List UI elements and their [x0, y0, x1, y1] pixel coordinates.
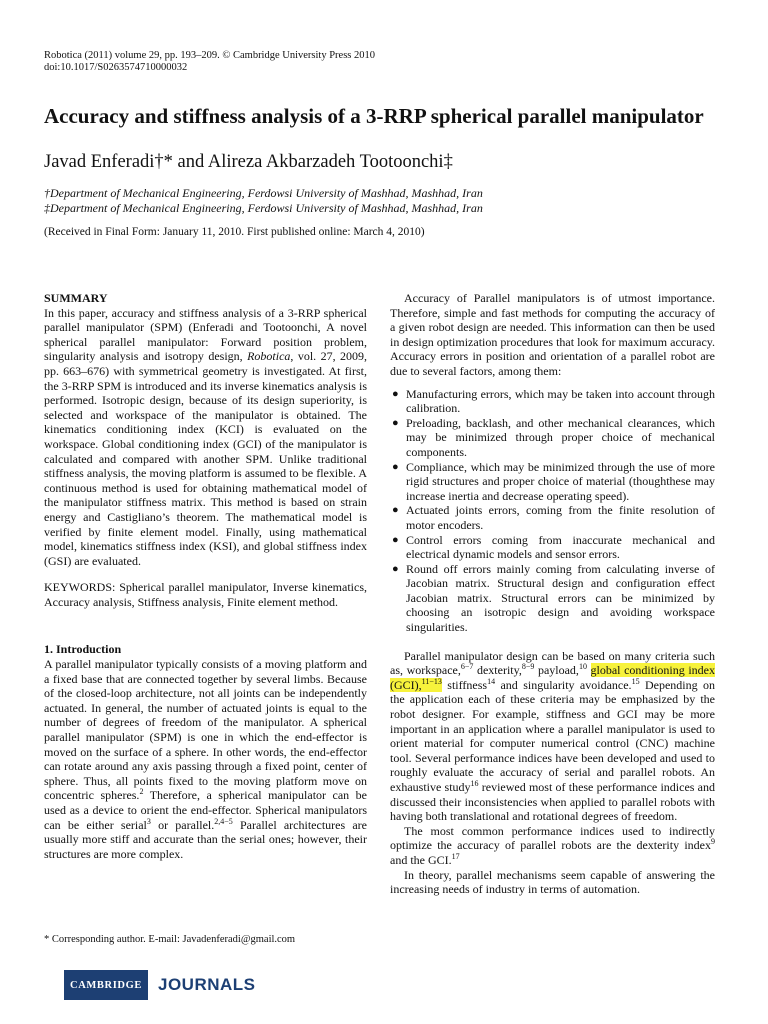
criteria-text-c: payload, — [534, 663, 579, 678]
theory-paragraph: In theory, parallel mechanisms seem capable of answering the increasing needs of industry in terms of automation. — [390, 867, 715, 897]
list-item — [390, 416, 715, 460]
list-item-text: Control errors coming from inaccurate mechanical and electrical dynamic models and sensor errors. — [406, 532, 715, 562]
indices-text-b: and the GCI. — [390, 852, 452, 867]
bullet-icon: ● — [392, 460, 399, 473]
citation-ref: 11−13 — [421, 676, 442, 686]
list-item — [390, 533, 715, 562]
intro-paragraph — [44, 657, 367, 861]
indices-text-a: The most common performance indices used to indirectly optimize the accuracy of parallel robots are the dexterity index — [390, 823, 715, 853]
citation-ref: 16 — [470, 779, 479, 788]
list-item-text: Round off errors mainly coming from calculating inverse of Jacobian matrix. Structural design and configuration effect Jacobian matrix. Structural errors can be minimized by choosing an isotropic design and avoiding workspace singularities. — [406, 561, 715, 635]
doi: doi:10.1017/S0263574710000032 — [44, 62, 188, 73]
citation-ref: 2,4−5 — [214, 816, 233, 826]
bullet-icon: ● — [392, 416, 399, 429]
authors: Javad Enferadi†* and Alireza Akbarzadeh Tootoonchi‡ — [44, 152, 453, 172]
list-item — [390, 562, 715, 635]
intro-text-b: Therefore, a spherical manipulator can be used as a device to orient the end-effector. Spherical manipulators can be either serial — [44, 788, 367, 832]
affiliation-1: †Department of Mechanical Engineering, Ferdowsi University of Mashhad, Mashhad, Iran — [44, 186, 483, 200]
highlighted-gci: global conditioning index (GCI), — [390, 663, 715, 692]
citation-ref: 6−7 — [460, 662, 474, 672]
citation-ref: 10 — [578, 662, 587, 672]
summary-text — [44, 306, 367, 569]
bullet-icon: ● — [392, 504, 399, 517]
citation-ref: 9 — [711, 837, 715, 847]
list-item-text: Manufacturing errors, which may be taken into account through calibration. — [406, 386, 715, 416]
affiliation-2: ‡Department of Mechanical Engineering, Ferdowsi University of Mashhad, Mashhad, Iran — [44, 201, 483, 215]
summary-text-b: , vol. 27, 2009, pp. 663–676) with symmetrical geometry is investigated. At first, the 3-RRP SPM is introduced and its inverse kinematics analysis is performed. Isotropic design, because of its design superiority, is selected and workspace of the manipulator is obtained. The kinematics conditioning index (KCI) is evaluated on the workspace. Global conditioning index (GCI) of the manipulator is calculated and compared with another SPM. Unlike traditional stiffness analysis, the moving platform is assumed to be flexible. A continuous method is used for obtaining mathematical model of the manipulator stiffness matrix. This method is based on strain energy and Castigliano’s theorem. The mathematical model is verified by finite element model. Finally, using mathematical model, kinematics stiffness index (KSI), and global stiffness index (GSI) are evaluated. — [44, 349, 367, 568]
journal-header — [44, 50, 375, 74]
left-column — [44, 291, 367, 861]
list-item — [390, 460, 715, 504]
citation-ref: 8−9 — [521, 662, 535, 672]
criteria-text-f: and singularity avoidance. — [495, 677, 632, 692]
summary-heading: SUMMARY — [44, 291, 108, 305]
journal-citation: Robotica (2011) volume 29, pp. 193–209. © Cambridge University Press 2010 — [44, 50, 376, 61]
citation-ref: 17 — [451, 851, 460, 861]
journals-wordmark: JOURNALS — [158, 975, 256, 994]
received-line: (Received in Final Form: January 11, 2010. First published online: March 4, 2010) — [44, 226, 425, 238]
bullet-icon: ● — [392, 533, 399, 546]
bullet-icon: ● — [392, 387, 399, 400]
list-item-text: Compliance, which may be minimized through the use of more rigid structures and proper choice of material (thoughthese may increase inertia and decrease operating speed). — [406, 459, 715, 503]
intro-heading: 1. Introduction — [44, 642, 122, 657]
citation-ref: 15 — [631, 676, 640, 686]
list-item — [390, 387, 715, 416]
intro-text-c: or parallel. — [150, 817, 215, 832]
list-item-text: Actuated joints errors, coming from the finite resolution of motor encoders. — [406, 503, 715, 532]
criteria-text-h: reviewed most of these performance indices and discussed their inconsistencies when applied to parallel robots with having both translational and rotational degrees of freedom. — [390, 780, 715, 824]
criteria-text-g: Depending on the application each of these criteria may be emphasized by the robot designer. For example, stiffness and GCI may be more important in an application where a parallel manipulator is used to orient material for computer numerical control (CNC) machine tool. Several performance indices have been developed and used to roughly evaluate the accuracy of serial and parallel robots. An exhaustive study — [390, 677, 716, 794]
cambridge-journals-logo — [64, 970, 256, 1000]
list-item-text: Preloading, backlash, and other mechanical clearances, which may be minimized through proper choice of mechanical components. — [406, 415, 715, 459]
corresponding-author-footnote: * Corresponding author. E-mail: Javadenferadi@gmail.com — [44, 934, 296, 945]
criteria-text-a: Parallel manipulator design can be based on many criteria such as, workspace, — [390, 648, 715, 678]
indices-paragraph — [390, 824, 715, 868]
cambridge-logo-box: CAMBRIDGE — [64, 970, 148, 1000]
intro-text-a: A parallel manipulator typically consists of a moving platform and a fixed base that are connected together by several limbs. Because of the closed-loop architecture, not all joints can be independently actuated. In general, the number of actuated joints is equal to the number of degrees of freedom of the manipulator. A spherical parallel manipulator (SPM) is one in which the end-effector is moved on the surface of a sphere. In other words, the end-effector can rotate around any axis passing through a fixed point, center of sphere. Thus, all points fixed to the moving platform move on concentric spheres. — [44, 657, 367, 803]
error-factor-list — [390, 387, 715, 635]
citation-ref: 2 — [139, 787, 144, 797]
intro-text-d: Parallel architectures are usually more stiff and accurate than the serial ones; however, their structures are more complex. — [44, 817, 367, 861]
list-item — [390, 503, 715, 532]
citation-ref: 3 — [146, 816, 151, 826]
summary-text-a: In this paper, accuracy and stiffness analysis of a 3-RRP spherical parallel manipulator (SPM) (Enferadi and Tootoonchi, A novel spherical parallel manipulator: Forward position problem, singularity analysis and isotropy design, — [44, 305, 367, 364]
criteria-paragraph — [390, 649, 715, 824]
criteria-text-e: stiffness — [441, 677, 488, 692]
paper-title: Accuracy and stiffness analysis of a 3-RRP spherical parallel manipulator — [44, 104, 704, 128]
bullet-icon: ● — [392, 562, 399, 575]
criteria-text-b: dexterity, — [473, 663, 522, 678]
affiliations — [44, 186, 483, 216]
summary-journal: Robotica — [247, 349, 291, 364]
right-column — [390, 291, 715, 897]
keywords: KEYWORDS: Spherical parallel manipulator, Inverse kinematics, Accuracy analysis, Stiffness analysis, Finite element method. — [44, 580, 367, 609]
citation-ref: 14 — [487, 676, 496, 686]
accuracy-paragraph: Accuracy of Parallel manipulators is of utmost importance. Therefore, simple and fast methods for computing the accuracy of a given robot design are needed. This information can then be used in design optimization procedures that look for maximum accuracy. Accuracy errors in position and orientation of a parallel robot are due to several factors, among them: — [390, 291, 715, 378]
